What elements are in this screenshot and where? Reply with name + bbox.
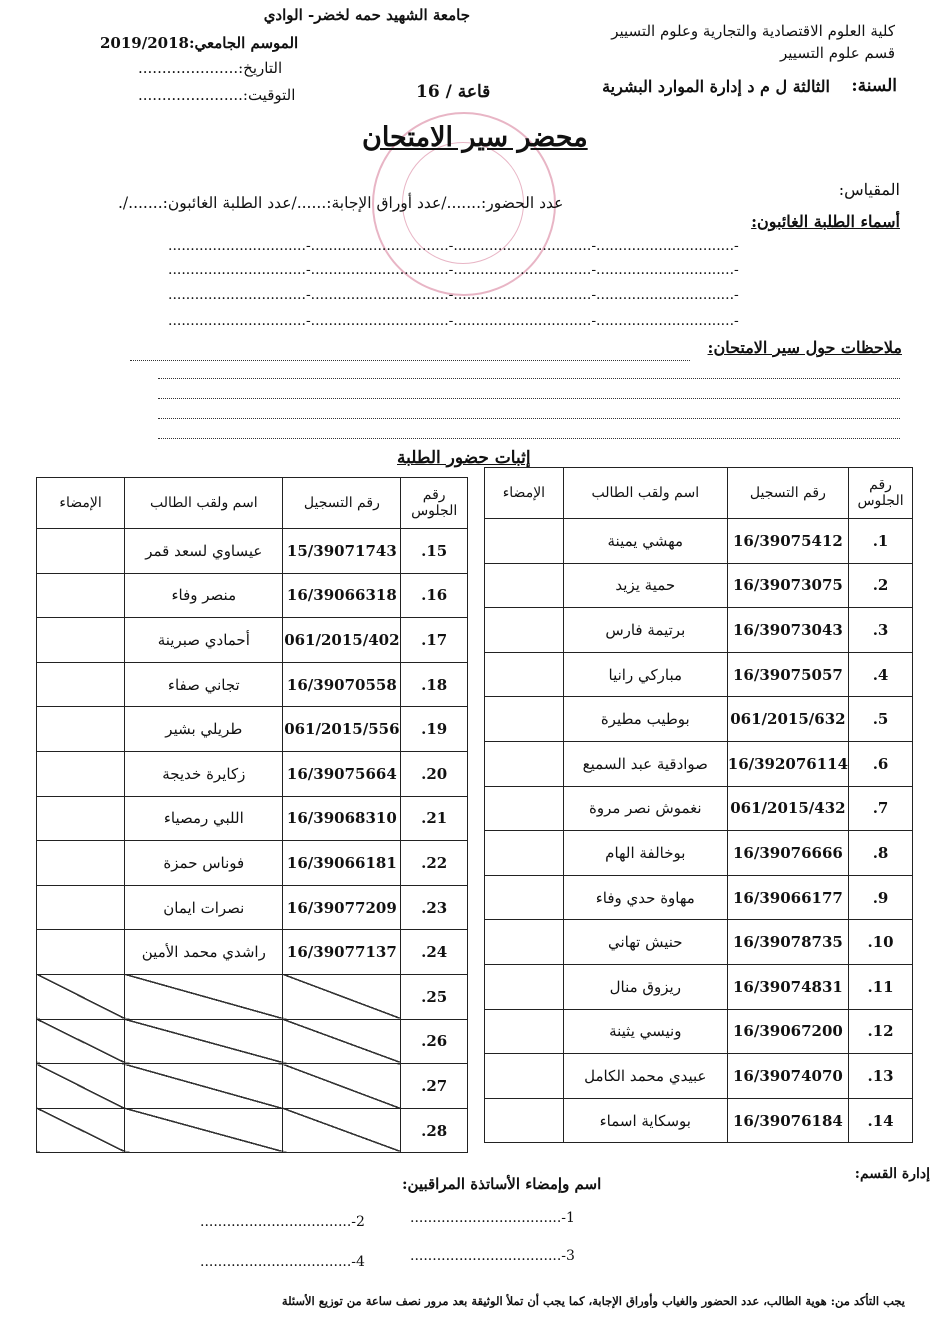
student-name xyxy=(125,1064,283,1109)
student-name: بوسكاية اسماء xyxy=(563,1098,727,1143)
signature-cell[interactable] xyxy=(37,662,125,707)
registration-number: 16/39075057 xyxy=(727,652,848,697)
seat-number: 16. xyxy=(401,573,468,618)
subject-label: المقياس: xyxy=(838,180,900,199)
registration-number: 15/39071743 xyxy=(283,529,401,574)
registration-number: 16/39075412 xyxy=(727,519,848,564)
registration-number: 16/39066177 xyxy=(727,875,848,920)
seat-number: 25. xyxy=(401,974,468,1019)
absent-line-4: -...............................-...............................-...............................-............................... xyxy=(168,313,739,329)
signature-cell[interactable] xyxy=(37,529,125,574)
student-name: حمية يزيد xyxy=(563,563,727,608)
notes-line-3 xyxy=(158,398,900,399)
table-row xyxy=(37,841,468,886)
seat-number: 17. xyxy=(401,618,468,663)
signature-cell[interactable] xyxy=(485,608,564,653)
page-title: محضر سير الامتحان xyxy=(362,122,588,153)
attendance-table-left xyxy=(36,477,468,1153)
seat-number: 20. xyxy=(401,751,468,796)
registration-number: 16/39073043 xyxy=(727,608,848,653)
registration-number xyxy=(283,1019,401,1064)
signature-cell[interactable] xyxy=(485,1009,564,1054)
signature-cell[interactable] xyxy=(37,885,125,930)
registration-number: 16/39076666 xyxy=(727,831,848,876)
seat-number: 2. xyxy=(849,563,913,608)
table-header-row xyxy=(37,478,468,529)
notes-line-4 xyxy=(158,418,900,419)
absent-students-title: أسماء الطلبة الغائبون: xyxy=(751,212,900,231)
seat-number: 9. xyxy=(849,875,913,920)
table-row xyxy=(37,707,468,752)
proctor-1: 1-.................................. xyxy=(410,1210,575,1226)
student-name: مهشي يمينة xyxy=(563,519,727,564)
proctor-2: 2-.................................. xyxy=(200,1214,365,1230)
registration-number: 16/39066318 xyxy=(283,573,401,618)
notes-line-5 xyxy=(158,438,900,439)
table-row xyxy=(485,1009,913,1054)
registration-header: رقم التسجيل xyxy=(727,468,848,519)
seat-number: 4. xyxy=(849,652,913,697)
table-row xyxy=(37,1108,468,1153)
table-row xyxy=(37,529,468,574)
student-name: برتيمة فارس xyxy=(563,608,727,653)
table-row xyxy=(485,1098,913,1143)
student-name: أحمادي صبرينة xyxy=(125,618,283,663)
table-row xyxy=(37,1064,468,1109)
attendance-table-right xyxy=(484,467,913,1143)
signature-cell[interactable] xyxy=(485,563,564,608)
seat-number: 23. xyxy=(401,885,468,930)
signature-cell[interactable] xyxy=(485,1098,564,1143)
signature-cell[interactable] xyxy=(37,841,125,886)
signature-cell[interactable] xyxy=(485,1054,564,1099)
signature-header: الإمضاء xyxy=(37,478,125,529)
time-label: التوقيت:...................... xyxy=(138,86,296,104)
seat-number: 18. xyxy=(401,662,468,707)
registration-number: 061/2015/432 xyxy=(727,786,848,831)
registration-number xyxy=(283,974,401,1019)
table-row xyxy=(485,741,913,786)
table-row xyxy=(37,662,468,707)
student-name: صوادقية عبد السميع xyxy=(563,741,727,786)
table-row xyxy=(37,618,468,663)
registration-number: 16/392076114 xyxy=(727,741,848,786)
seat-number: 1. xyxy=(849,519,913,564)
counts-line: عدد الحضور:......./عدد أوراق الإجابة:....../عدد الطلبة الغائبون:......./. xyxy=(118,194,564,212)
student-name: مباركي رانيا xyxy=(563,652,727,697)
proctor-4: 4-.................................. xyxy=(200,1254,365,1270)
registration-number: 16/39074831 xyxy=(727,964,848,1009)
registration-number: 16/39077209 xyxy=(283,885,401,930)
registration-number: 16/39070558 xyxy=(283,662,401,707)
seat-number: 27. xyxy=(401,1064,468,1109)
signature-cell[interactable] xyxy=(485,920,564,965)
registration-number: 16/39077137 xyxy=(283,930,401,975)
table-row xyxy=(37,573,468,618)
seat-number: 10. xyxy=(849,920,913,965)
signature-header: الإمضاء xyxy=(485,468,564,519)
table-row xyxy=(37,930,468,975)
attendance-title: إثبات حضور الطلبة xyxy=(397,448,531,468)
registration-number: 061/2015/402 xyxy=(283,618,401,663)
faculty-name: كلية العلوم الاقتصادية والتجارية وعلوم التسيير xyxy=(611,22,895,40)
registration-header: رقم التسجيل xyxy=(283,478,401,529)
signature-cell[interactable] xyxy=(37,573,125,618)
student-name: عبيدي محمد الكامل xyxy=(563,1054,727,1099)
seat-header: رقم الجلوس xyxy=(849,468,913,519)
signature-cell[interactable] xyxy=(485,697,564,742)
registration-number: 16/39078735 xyxy=(727,920,848,965)
university-name: جامعة الشهيد حمه لخضر- الوادي xyxy=(263,6,470,24)
student-name xyxy=(125,974,283,1019)
seat-number: 13. xyxy=(849,1054,913,1099)
seat-number: 11. xyxy=(849,964,913,1009)
registration-number: 16/39076184 xyxy=(727,1098,848,1143)
registration-number: 16/39073075 xyxy=(727,563,848,608)
registration-number: 16/39068310 xyxy=(283,796,401,841)
table-row xyxy=(485,831,913,876)
exam-notes-title: ملاحظات حول سير الامتحان: xyxy=(707,338,902,357)
signature-cell[interactable] xyxy=(37,930,125,975)
table-row xyxy=(37,1019,468,1064)
signature-cell[interactable] xyxy=(37,974,125,1019)
table-row xyxy=(485,519,913,564)
signature-cell[interactable] xyxy=(37,1019,125,1064)
student-name: مهاوة حدي وفاء xyxy=(563,875,727,920)
student-name: طريلي بشير xyxy=(125,707,283,752)
signature-cell[interactable] xyxy=(485,652,564,697)
signature-cell[interactable] xyxy=(37,618,125,663)
student-name: عيساوي لسعد قمر xyxy=(125,529,283,574)
student-name: اللبي رمصياء xyxy=(125,796,283,841)
year-label: السنة: xyxy=(851,76,897,96)
table-row xyxy=(485,1054,913,1099)
notes-line-2 xyxy=(158,378,900,379)
seat-number: 24. xyxy=(401,930,468,975)
seat-number: 22. xyxy=(401,841,468,886)
table-row xyxy=(37,974,468,1019)
signature-cell[interactable] xyxy=(37,1064,125,1109)
seat-header: رقم الجلوس xyxy=(401,478,468,529)
student-name-header: اسم ولقب الطالب xyxy=(563,468,727,519)
room-label: قاعة / 16 xyxy=(416,82,491,102)
student-name: بوخالفة الهام xyxy=(563,831,727,876)
seat-number: 19. xyxy=(401,707,468,752)
student-name: منصر وفاء xyxy=(125,573,283,618)
table-row xyxy=(37,885,468,930)
table-row xyxy=(485,608,913,653)
seat-number: 26. xyxy=(401,1019,468,1064)
date-label: التاريخ:..................... xyxy=(138,59,283,77)
signature-cell[interactable] xyxy=(485,875,564,920)
table-header-row xyxy=(485,468,913,519)
seat-number: 5. xyxy=(849,697,913,742)
student-name: ريزوق منال xyxy=(563,964,727,1009)
table-row xyxy=(485,697,913,742)
student-name: راشدي محمد الأمين xyxy=(125,930,283,975)
student-name: فوناس حمزة xyxy=(125,841,283,886)
student-name xyxy=(125,1108,283,1153)
student-name: زكايرة خديجة xyxy=(125,751,283,796)
signature-cell[interactable] xyxy=(37,707,125,752)
seat-number: 28. xyxy=(401,1108,468,1153)
seat-number: 3. xyxy=(849,608,913,653)
student-name-header: اسم ولقب الطالب xyxy=(125,478,283,529)
footer-note: يجب التأكد من: هوية الطالب، عدد الحضور والغياب وأوراق الإجابة، كما يجب أن تملأ الوثيقة بعد مرور نصف ساعة من توزيع الأسئلة xyxy=(281,1294,905,1308)
seat-number: 12. xyxy=(849,1009,913,1054)
seat-number: 6. xyxy=(849,741,913,786)
student-name: تجاني صفاء xyxy=(125,662,283,707)
seat-number: 14. xyxy=(849,1098,913,1143)
seat-number: 21. xyxy=(401,796,468,841)
table-row xyxy=(485,920,913,965)
absent-line-2: -...............................-...............................-...............................-............................... xyxy=(168,262,739,278)
seat-number: 15. xyxy=(401,529,468,574)
registration-number: 16/39067200 xyxy=(727,1009,848,1054)
registration-number: 16/39066181 xyxy=(283,841,401,886)
seat-number: 7. xyxy=(849,786,913,831)
table-row xyxy=(485,563,913,608)
table-row xyxy=(37,796,468,841)
student-name: نصرات ايمان xyxy=(125,885,283,930)
registration-number: 16/39075664 xyxy=(283,751,401,796)
signature-cell[interactable] xyxy=(37,796,125,841)
student-name: نغموش نصر مروة xyxy=(563,786,727,831)
student-name: حنيش تهاني xyxy=(563,920,727,965)
signature-cell[interactable] xyxy=(485,741,564,786)
signature-cell[interactable] xyxy=(485,786,564,831)
signature-cell[interactable] xyxy=(485,964,564,1009)
seat-number: 8. xyxy=(849,831,913,876)
registration-number: 061/2015/632 xyxy=(727,697,848,742)
table-row xyxy=(485,964,913,1009)
registration-number xyxy=(283,1064,401,1109)
registration-number: 16/39074070 xyxy=(727,1054,848,1099)
student-name: بوطيب مطيرة xyxy=(563,697,727,742)
table-row xyxy=(485,652,913,697)
registration-number xyxy=(283,1108,401,1153)
table-row xyxy=(485,786,913,831)
student-name: ونيسي يثينة xyxy=(563,1009,727,1054)
signature-cell[interactable] xyxy=(485,831,564,876)
signature-cell[interactable] xyxy=(37,751,125,796)
department-admin-label: إدارة القسم: xyxy=(854,1166,930,1182)
proctors-label: اسم وإمضاء الأساتذة المراقبين: xyxy=(402,1175,602,1193)
table-row xyxy=(37,751,468,796)
student-name xyxy=(125,1019,283,1064)
table-row xyxy=(485,875,913,920)
absent-line-1: -...............................-...............................-...............................-............................... xyxy=(168,238,739,254)
notes-line-1 xyxy=(130,360,690,361)
season-label: الموسم الجامعي:2019/2018 xyxy=(100,34,299,52)
department-name: قسم علوم التسيير xyxy=(780,44,895,62)
proctor-3: 3-.................................. xyxy=(410,1248,575,1264)
absent-line-3: -...............................-...............................-...............................-............................... xyxy=(168,287,739,303)
registration-number: 061/2015/556 xyxy=(283,707,401,752)
signature-cell[interactable] xyxy=(485,519,564,564)
year-value: الثالثة ل م د إدارة الموارد البشرية xyxy=(602,77,830,96)
signature-cell[interactable] xyxy=(37,1108,125,1153)
